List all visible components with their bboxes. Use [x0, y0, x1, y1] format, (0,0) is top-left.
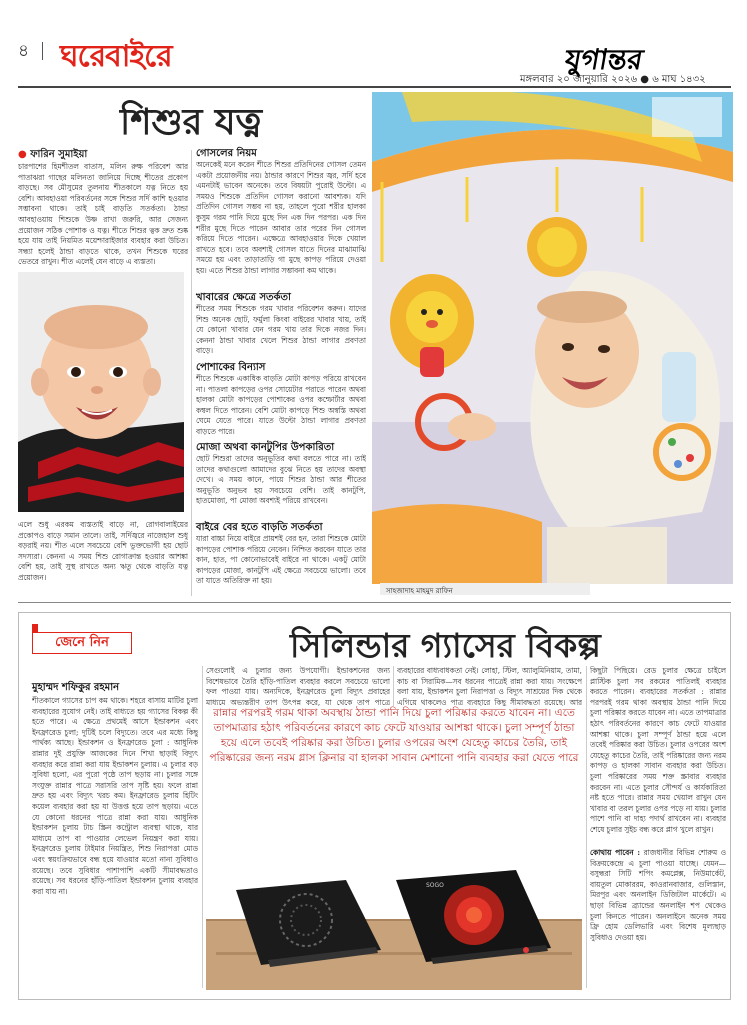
- column-divider: [202, 666, 203, 988]
- newspaper-logo: যুগান্তর: [562, 43, 646, 76]
- article2-title: সিলিন্ডার গ্যাসের বিকল্প: [290, 626, 601, 665]
- where-to-buy-text: রাজধানীর বিভিন্ন শোরুম ও বিক্রয়কেন্দ্রে এ চুলা পাওয়া যাচ্ছে। যেমন—বসুন্ধরা সিটি শপিং কমপ্লেক্স, নিউমার্কেট, বায়তুল মোকাররম, কাওরানবাজার, গুলিস্তান, মিরপুর এবং অনলাইন ডিজিটাল মার্কেটে। এ ছাড়া বিভিন্ন ব্র্যান্ডের অনলাইন শপ থেকেও চুলা কিনতে পারেন। অনলাইনে অনেক সময় ফ্রি হোম ডেলিভারি এবং বিশেষ মূল্যছাড় সুবিধাও দেওয়া হয়।: [590, 848, 726, 942]
- article-intro-continued: এলে শুধু এরকম ব্যস্ততাই বাড়ে না, রোগবালাইয়ের প্রকোপও বাড়ে সমান তালে। তাই, সর্দিজ্বরে নাজেহাল শুধু বড়রাই নয়। শীত এলে সবচেয়ে বেশি ভুক্তভোগী হয় ছোট সদস্যরা। কেননা এ সময় শিশু রোগাক্রান্ত হওয়ার আশঙ্কা বেশি হয়, তাই সুস্থ রাখতে অন্য ঋতু থেকে বাড়তি যত্ন প্রয়োজন।: [18, 520, 188, 582]
- where-to-buy: [590, 848, 726, 988]
- bath-text: অনেকেই মনে করেন শীতে শিশুর প্রতিদিনের গোসল তেমন একটা প্রয়োজনীয় নয়। ঠান্ডার কারণে শিশুর জ্বর, সর্দি হবে এমনটাই ভাবেন অনেকে। তবে বিষয়টা পুরোই উল্টো। এ সময়ও শিশুকে প্রতিদিন গোসল করানো আবশ্যক। যদি প্রতিদিন গোসল সম্ভব না হয়, তাহলে পুরো শরীর হালকা কুসুম গরম পানি দিয়ে মুছে দিন এক দিন পরপর। এক দিন শরীর মুছে দিতে পারেন আবার তার পরের দিন গোসল করিয়ে দিতে পারেন। এক্ষেত্রে আবহাওয়ার দিকে খেয়াল রাখতে হবে। তবে অবশ্যই গোসল যাতে দিনের মাঝামাঝি সময়ে হয় এবং তাড়াতাড়ি গা মুছে কাপড় পরিয়ে দেওয়া হয়। এতে শিশুর ঠান্ডা লাগার সম্ভাবনা কম থাকে।: [196, 160, 366, 275]
- section-divider: [18, 602, 731, 603]
- photo-credit: সাহজাদাহ মাহমুদ রাফিন: [380, 583, 590, 595]
- subhead-clothing: পোশাকের বিন্যাস: [196, 362, 266, 373]
- article2-author: মুহাম্মদ শফিকুর রহমান: [32, 682, 120, 693]
- stoves-photo: [206, 840, 582, 990]
- subhead-bath: গোসলের নিয়ম: [196, 148, 257, 159]
- author-name: ফারিন সুমাইয়া: [30, 149, 88, 160]
- article2-col4: কিছুটা পিছিয়ে। রেড চুলার ক্ষেত্রে চাইলে প্লাস্টিক চুলা সব রকমের পাতিলই ব্যবহার করতে পারেন। ব্যবহারের সতর্কতা : রান্নার পরপরই গরম থাকা অবস্থায় ঠান্ডা পানি দিয়ে চুলা পরিষ্কার করতে যাবেন না। এতে তাপমাত্রার হঠাৎ পরিবর্তনের কারণে কাচ ফেটে যাওয়ার আশঙ্কা থাকে। চুলা সম্পূর্ণ ঠান্ডা হয়ে এলে তবেই পরিষ্কার করা উচিত। চুলার ওপরের অংশ যেহেতু কাচের তৈরি, তাই পরিষ্কারের জন্য নরম কাপড় ও হালকা সাবান ব্যবহার করা উচিত। চুলা পরিষ্কারের সময় শক্ত স্ক্রাবার ব্যবহার করবেন না। এতে চুলার সৌন্দর্য ও কার্যকারিতা নষ্ট হতে পারে। রান্নার সময় খেয়াল রাখুন যেন খাবার বা তরল চুলার ওপর পড়ে না যায়। চুলার পাশে পানি বা দাহ্য পদার্থ রাখবেন না। ব্যবহার শেষে চুলার সুইচ বন্ধ করে প্লাগ খুলে রাখুন।: [590, 666, 726, 834]
- bullet-icon: ●: [18, 149, 27, 160]
- header-rule: [18, 86, 731, 88]
- baby-photo: [18, 272, 184, 512]
- column-divider: [393, 666, 394, 706]
- pull-quote: রান্নার পরপরই গরম থাকা অবস্থায় ঠান্ডা পানি দিয়ে চুলা পরিষ্কার করতে যাবেন না। এতে তাপমাত্রার হঠাৎ পরিবর্তনের কারণে কাচ ফেটে যাওয়ার আশঙ্কা থাকে। চুলা সম্পূর্ণ ঠান্ডা হয়ে এলে তবেই পরিষ্কার করা উচিত। চুলার ওপরের অংশ যেহেতু কাচের তৈরি, তাই পরিষ্কারের জন্য নরম গ্লাস ক্লিনার বা হালকা সাবান মেশানো পানি ব্যবহার করা যেতে পারে: [209, 707, 579, 764]
- subhead-socks: মোজা অথবা কানটুপির উপকারিতা: [196, 442, 335, 453]
- food-text: শীতের সময় শিশুকে গরম খাবার পরিবেশন করুন। যাদের শিশু অনেক ছোট, ফর্মুলা কিংবা বাইরের খাবার খায়, তাই যে কোনো খাবার যেন গরম খায় তার দিকে নজর দিন। কেননা ঠান্ডা খাবার খেলে শিশুর ঠান্ডা লাগার প্রবণতা বাড়ে।: [196, 304, 366, 356]
- page-number: ৪: [18, 41, 30, 61]
- subhead-food: খাবারের ক্ষেত্রে সতর্কতা: [196, 292, 291, 303]
- column-divider: [191, 150, 192, 596]
- socks-text: ছোট শিশুরা তাদের অনুভূতির কথা বলতে পারে না। তাই তাদের কথাগুলো আমাদের বুঝে নিতে হয় তাদের অবস্থা দেখে। এ সময় কানে, পায়ে শিশুর ঠান্ডা আর শীতের অনুভূতি অনুভব হয় সবচেয়ে বেশি। তাই কানটুপি, হাতমোজা, পা মোজা অবশ্যই পরিয়ে রাখবেন।: [196, 454, 366, 506]
- section-tag: জেনে নিন: [32, 632, 132, 654]
- header-divider: [42, 42, 43, 60]
- column-divider: [586, 666, 587, 988]
- where-to-buy-label: কোথায় পাবেন :: [590, 848, 641, 857]
- section-logo: ঘরেবাইরে: [60, 39, 172, 74]
- clothing-text: শীতে শিশুকে একাধিক বাড়তি মোটা কাপড় পরিয়ে রাখবেন না। পাতলা কাপড়ের ওপর সোয়েটার পরাতে পারেন অথবা হালকা মোটা কাপড়ের পোশাকের ওপর কম্ফোর্টার অথবা কম্বল দিতে পারেন। বেশি মোটা কাপড়ে শিশু অস্বস্তি অথবা ঘেমে যেতে পারে। যাতে উল্টো ঠান্ডা লাগার প্রবণতা বাড়তে পারে।: [196, 374, 366, 436]
- article-title: শিশুর যত্ন: [120, 102, 263, 143]
- article2-col3: ব্যবহারের বাধ্যবাধকতা নেই। লোহা, স্টিল, অ্যালুমিনিয়াম, তামা, কাচ বা সিরামিক—সব ধরনের পাত্রেই রান্না করা যায়। সংক্ষেপে বলা যায়, ইন্ডাকশন চুলা নিরাপত্তা ও বিদ্যুৎ সাশ্রয়ের দিক থেকে এগিয়ে থাকলেও পাত্র ব্যবহারে কিছু সীমাবদ্ধতা রয়েছে। আর: [397, 666, 582, 706]
- subhead-outside: বাইরে বের হতে বাড়তি সতর্কতা: [196, 522, 323, 533]
- outside-text: যারা বাচ্চা নিয়ে বাইরে প্রায়শই বের হন, তারা শিশুকে মোটা কাপড়ের পোশাক পরিয়ে নেবেন। নিশ্চিত করবেন যাতে তার কান, হাত, পা কোনোভাবেই বাইরে না থাকে। একটু মোটা কাপড়ের মোজা, কানটুপি এই ক্ষেত্রে সবচেয়ে ভালো। তবে তা যাতে অতিরিক্ত না হয়।: [196, 534, 366, 586]
- article-intro: চারপাশের হিমশীতল বাতাস, মলিন রুক্ষ পরিবেশ আর পাতাঝরা গাছের মলিনতা জানিয়ে দিচ্ছে শীতের প্রকোপ বাড়ছে। সব মৌসুমের তুলনায় শীতকালে যত্ন নিতে হয় বেশি। আবহাওয়া পরিবর্তনের সঙ্গে শিশুর সর্দি কাশি হওয়ার সম্ভাবনা থাকে। তাই চাই বাড়তি সতর্কতা। ঠান্ডা আবহাওয়ায় শিশুকে উষ্ণ রাখা জরুরি, আর সেজন্য প্রয়োজন সঠিক পোশাক ও যত্ন। শীতে শিশুর ত্বক দ্রুত শুষ্ক হয়ে যায় তাই নিয়মিত ময়েশ্চারাইজার ব্যবহার করা উচিত। সন্ধ্যা হলেই ঠান্ডা বাড়তে থাকে, তখন শিশুকে ঘরের ভেতরে রাখুন। শীত এলেই যেন বাড়ে এ ব্যস্ততা।: [18, 162, 188, 267]
- baby-play-gym-photo: [372, 92, 733, 584]
- stove-brand: SOGO: [426, 882, 444, 889]
- article2-col2: সেগুলোই এ চুলার জন্য উপযোগী। ইন্ডাকশনের জন্য বিশেষভাবে তৈরি হাঁড়ি-পাতিল ব্যবহার করলে সবচেয়ে ভালো ফল পাওয়া যায়। অন্যদিকে, ইনফ্রারেড চুলা বিদ্যুৎ প্রবাহের মাধ্যমে অভ্যন্তরীণ তাপ উৎপন্ন করে, যা থেকে তাপ পাত্রে: [206, 666, 390, 706]
- date-line: মঙ্গলবার ২০ জানুয়ারি ২০২৬ ● ৬ মাঘ ১৪৩২: [520, 74, 706, 85]
- article2-col1: শীতকালে গ্যাসের চাপ কম থাকে। শহরে বাসায় মাটির চুলা ব্যবহারের সুযোগ নেই। তাই বাধ্যতে হয় গ্যাসের বিকল্প কী হতে পারে। এ ক্ষেত্রে প্রথমেই আসে ইন্ডাকশন এবং ইনফ্রারেড চুলা; দুটিই চলে বিদ্যুতে। তবে এর মধ্যে কিছু পার্থক্য আছে। ইন্ডাকশন ও ইনফ্রারেড চুলা : আধুনিক রান্নার দুই প্রযুক্তি আজকের দিনে শিখা ছাড়াই বিদ্যুৎ ব্যবহার করে রান্না করা যায় ইন্ডাকশন চুলায়। এ চুলার বড় সুবিধা হলো, এর পুরো পৃষ্ঠে তাপ ছড়ায় না। চুলার সঙ্গে সংযুক্ত রান্নার পাত্রে সরাসরি তাপ সৃষ্টি হয়। ফলে রান্না দ্রুত হয় এবং বিদ্যুৎ খরচ কম। ইনফ্রারেড চুলায় হিটিং কয়েল ব্যবহার করা হয় যা উত্তপ্ত হয়ে তাপ ছড়ায়। এতে যে কোনো ধরনের পাত্রে রান্না করা যায়। আধুনিক ইন্ডাকশন চুলায় টাচ স্ক্রিন কন্ট্রোল ব্যবস্থা থাকে, যার মাধ্যমে তাপ বা পাওয়ার লেভেল নিয়ন্ত্রণ করা যায়। ইনফ্রারেড চুলায় টাইমার নিয়ন্ত্রিত, শিশু নিরাপত্তা মোড এবং স্বয়ংক্রিয়ভাবে বন্ধ হয়ে যাওয়ার মতো নানা সুবিধাও রয়েছে। তবে সুবিধার পাশাপাশি একটি সীমাবদ্ধতাও রয়েছে। সব ধরনের হাঁড়ি-পাতিল ইন্ডাকশন চুলায় ব্যবহার করা যায় না।: [32, 696, 198, 896]
